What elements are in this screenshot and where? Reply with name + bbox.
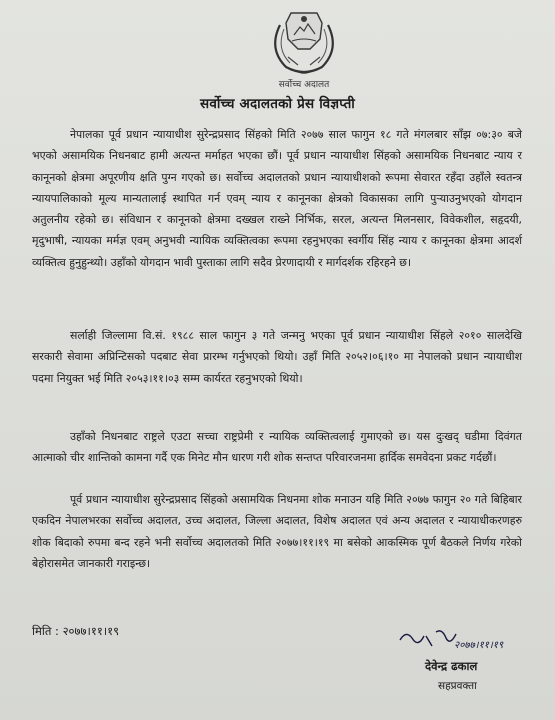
paragraph-biography: सर्लाही जिल्लामा वि.सं. १९८८ साल फागुन ३ गते जन्मनु भएका पूर्व प्रधान न्यायाधीश सिंहले २०१० सालदेखि सरकारी सेवामा अप्रिन्टिसको पदबाट सेवा प्रारम्भ गर्नुभएको थियो। उहाँ मिति २०५२।०६।१० मा नेपालको प्रधान न्यायाधीश पदमा नियुक्त भई मिति २०५३।११।०३ सम्म कार्यरत रहनुभएको थियो। — [32, 329, 522, 385]
svg-text:सर्वोच्च अदालत: सर्वोच्च अदालत — [278, 80, 330, 90]
signatory-title: सहप्रवक्ता — [438, 680, 477, 692]
supreme-court-emblem-icon — [258, 5, 350, 91]
paragraph-condolence: नेपालका पूर्व प्रधान न्यायाधीश सुरेन्द्रप्रसाद सिंहको मिति २०७७ साल फागुन १८ गते मंगलबार साँझ ०७:३० बजे भएको असामयिक निधनबाट हामी अत्यन्त मर्माहत भएका छौं। पूर्व प्रधान न्यायाधीश सिंहको असामयिक निधनबाट न्याय र कानूनको क्षेत्रमा अपूरणीय क्षति पुग्न गएको छ। सर्वोच्च अदालतको प्रधान न्यायाधीशको रूपमा सेवारत रहँदा उहाँले स्वतन्त्र न्यायपालिकाको मूल्य मान्यतालाई स्थापित गर्न एवम् न्याय र कानूनका क्षेत्रको विकासका लागि पुऱ्याउनुभएको योगदान अतुलनीय रहेको छ। संविधान र कानूनको क्षेत्रमा दख्खल राख्ने निर्भिक, सरल, अत्यन्त मिलनसार, विवेकशील, सहृदयी, मृदुभाषी, न्यायका मर्मज्ञ एवम् अनुभवी न्यायिक व्यक्तित्वका रूपमा रहनुभएका स्वर्गीय सिंह न्याय र कानूनका क्षेत्रमा आदर्श व्यक्तित्व हुनुहुन्थ्यो। उहाँको योगदान भावी पुस्ताका लागि सदैव प्रेरणादायी र मार्गदर्शक रहिरहने छ। — [32, 128, 522, 269]
signatory-name: देवेन्द्र ढकाल — [425, 659, 478, 673]
handwritten-signature — [392, 622, 552, 658]
paragraph-court-closure: पूर्व प्रधान न्यायाधीश सुरेन्द्रप्रसाद सिंहको असामयिक निधनमा शोक मनाउन यहि मिति २०७७ फागुन २० गते बिहिबार एकदिन नेपालभरका सर्वोच्च अदालत, उच्च अदालत, जिल्ला अदालत, विशेष अदालत एवं अन्य अदालत र न्यायाधीकरणहरु शोक बिदाको रुपमा बन्द रहने भनी सर्वोच्च अदालतको मिति २०७७।११।१९ मा बसेको आकस्मिक पूर्ण बैठकले निर्णय गरेको बेहोरासमेत जानकारी गराइन्छ। — [32, 493, 522, 570]
page-title: सर्वोच्च अदालतको प्रेस विज्ञप्ती — [200, 96, 355, 112]
svg-text:२०७७।११।१९: २०७७।११।१९ — [454, 640, 504, 651]
issue-date: मिति : २०७७।११।१९ — [32, 624, 120, 638]
paragraph-tribute: उहाँको निधनबाट राष्ट्रले एउटा सच्चा राष्ट्रप्रेमी र न्यायिक व्यक्तित्वलाई गुमाएको छ। यस दुःखद् घडीमा दिवंगत आत्माको चीर शान्तिको कामना गर्दै एक मिनेट मौन धारण गरी शोक सन्तप्त परिवारजनमा हार्दिक समवेदना प्रकट गर्दछौं। — [32, 430, 522, 465]
